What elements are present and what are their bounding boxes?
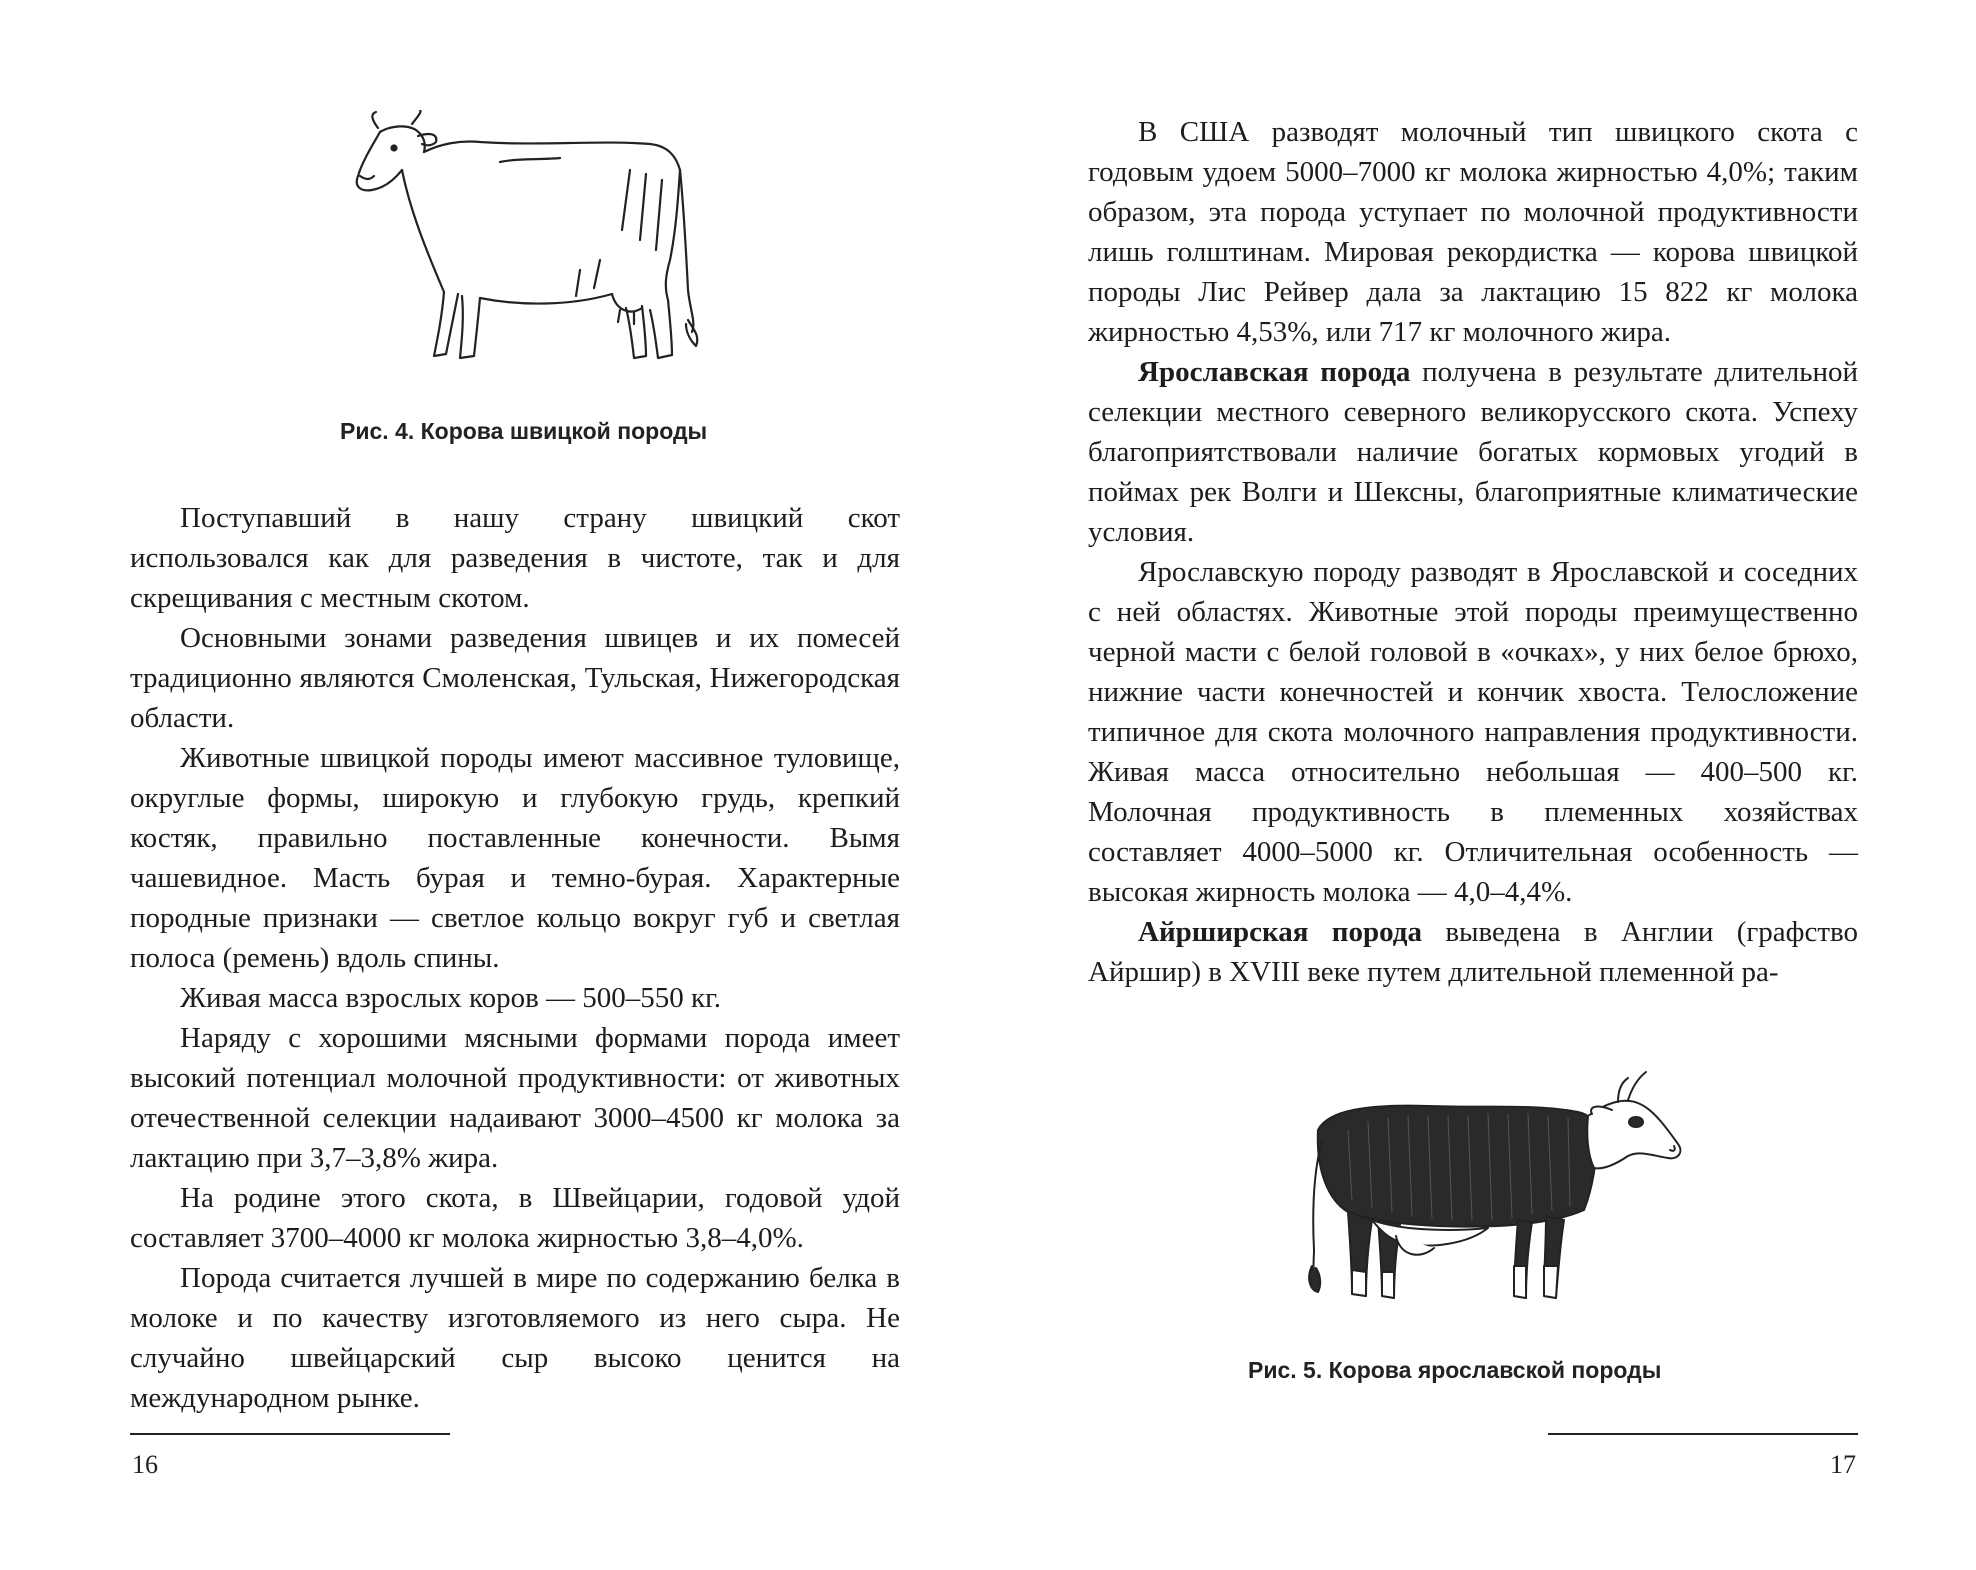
- paragraph: [1088, 352, 1858, 552]
- right-page: [988, 0, 1976, 1570]
- figure-5-caption: Рис. 5. Корова ярославской породы: [1248, 1357, 1662, 1383]
- paragraph: Живая масса взрослых коров — 500–550 кг.: [180, 982, 721, 1014]
- paragraph: Наряду с хорошими мясными формами порода имеет высокий потенциал молочной продуктивности: от животных отечественной селекции надаивают 3000–4500 кг молока за лактацию при 3,7–3,8% жира.: [130, 1022, 900, 1174]
- footer-rule: [1548, 1433, 1858, 1435]
- paragraph-text: получена в результате длительной селекции местного северного великорусского скота. Успеху благоприятствовали наличие богатых кормовых угодий в поймах рек Волги и Шексны, благоприятные климатические условия.: [1088, 356, 1858, 548]
- yaroslavl-cow-drawing: [1288, 1060, 1688, 1315]
- breed-term-yaroslavl: Ярославская порода: [1138, 356, 1411, 388]
- page-number: 17: [1830, 1450, 1856, 1479]
- footer-rule: [130, 1433, 450, 1435]
- paragraph: Ярославскую породу разводят в Ярославской и соседних с ней областях. Животные этой породы преимущественно черной масти с белой головой в «очках», у них белое брюхо, нижние части конечностей и кончик хвоста. Телосложение типичное для скота молочного направления продуктивности. Живая масса относительно небольшая — 400–500 кг. Молочная продуктивность в племенных хозяйствах составляет 4000–5000 кг. Отличительная особенность — высокая жирность молока — 4,0–4,4%.: [1088, 556, 1858, 908]
- paragraph: Поступавший в нашу страну швицкий скот использовался как для разведения в чистоте, так и для скрещивания с местным скотом.: [130, 502, 900, 614]
- swiss-cow-drawing: [350, 110, 720, 370]
- paragraph: Животные швицкой породы имеют массивное туловище, округлые формы, широкую и глубокую грудь, крепкий костяк, правильно поставленные конечности. Вымя чашевидное. Масть бурая и темно-бурая. Характерные породные признаки — светлое кольцо вокруг губ и светлая полоса (ремень) вдоль спины.: [130, 742, 900, 974]
- breed-term-ayrshire: Айрширская порода: [1138, 916, 1422, 948]
- figure-swiss-cow: [350, 110, 720, 370]
- paragraph-text: выведена в Англии (графство Айршир) в XVIII веке путем длительной племенной ра-: [1088, 916, 1858, 988]
- left-body-text: [130, 498, 900, 1418]
- figure-yaroslavl-cow: [1288, 1060, 1688, 1315]
- figure-4-caption: Рис. 4. Корова швицкой породы: [340, 418, 708, 444]
- paragraph: В США разводят молочный тип швицкого скота с годовым удоем 5000–7000 кг молока жирностью 4,0%; таким образом, эта порода уступает по молочной продуктивности лишь голштинам. Мировая рекордистка — корова швицкой породы Лис Рейвер дала за лактацию 15 822 кг молока жирностью 4,53%, или 717 кг молочного жира.: [1088, 116, 1858, 348]
- page-number: 16: [132, 1450, 158, 1479]
- paragraph: На родине этого скота, в Швейцарии, годовой удой составляет 3700–4000 кг молока жирностью 3,8–4,0%.: [130, 1182, 900, 1254]
- paragraph: Основными зонами разведения швицев и их помесей традиционно являются Смоленская, Тульская, Нижегородская области.: [130, 622, 900, 734]
- paragraph: [1088, 912, 1858, 992]
- right-body-text: [1088, 112, 1858, 992]
- paragraph: Порода считается лучшей в мире по содержанию белка в молоке и по качеству изготовляемого из него сыра. Не случайно швейцарский сыр высоко ценится на международном рынке.: [130, 1262, 900, 1414]
